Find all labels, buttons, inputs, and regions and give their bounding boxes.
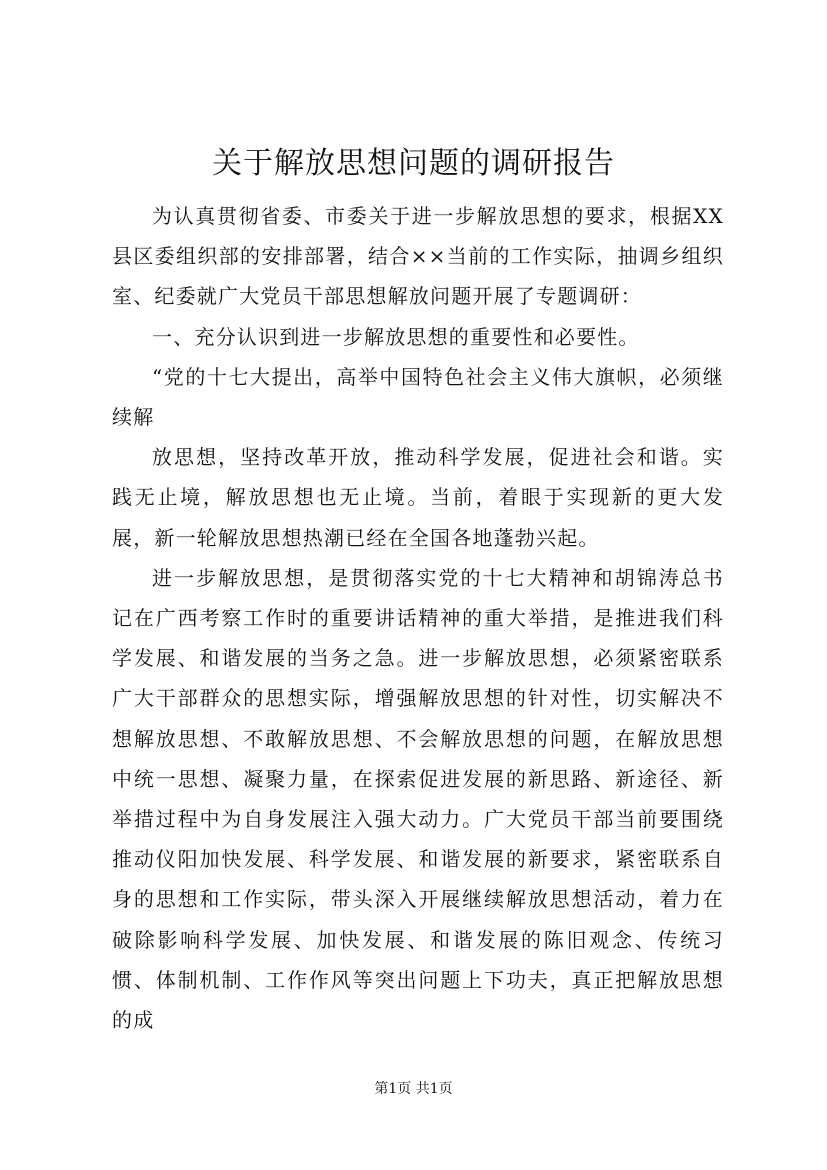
page-footer: 第1页 共1页 bbox=[374, 1081, 453, 1097]
paragraph-main: 进一步解放思想，是贯彻落实党的十七大精神和胡锦涛总书记在广西考察工作时的重要讲话精神的重大举措，是推进我们科学发展、和谐发展的当务之急。进一步解放思想，必须紧密联系广大干部群众的思想实际，增强解放思想的针对性，切实解决不想解放思想、不敢解放思想、不会解放思想的问题，在解放思想中统一思想、凝聚力量，在探索促进发展的新思路、新途径、新举措过程中为自身发展注入强大动力。广大党员干部当前要围绕推动仪阳加快发展、科学发展、和谐发展的新要求，紧密联系自身的思想和工作实际，带头深入开展继续解放思想活动，着力在破除影响科学发展、加快发展、和谐发展的陈旧观念、传统习惯、体制机制、工作作风等突出问题上下功夫，真正把解放思想的成 bbox=[112, 565, 724, 1033]
paragraph-quote-start: “党的十七大提出，高举中国特色社会主义伟大旗帜，必须继续解 bbox=[112, 364, 724, 430]
document-title: 关于解放思想问题的调研报告 bbox=[212, 146, 615, 181]
paragraph-section-heading: 一、充分认识到进一步解放思想的重要性和必要性。 bbox=[152, 324, 640, 349]
paragraph-intro: 为认真贯彻省委、市委关于进一步解放思想的要求，根据XX县区委组织部的安排部署，结合××当前的工作实际，抽调乡组织室、纪委就广大党员干部思想解放问题开展了专题调研： bbox=[112, 204, 724, 309]
document-body bbox=[112, 196, 724, 1040]
paragraph-quote-continued: 放思想，坚持改革开放，推动科学发展，促进社会和谐。实践无止境，解放思想也无止境。当前，着眼于实现新的更大发展，新一轮解放思想热潮已经在全国各地蓬勃兴起。 bbox=[112, 445, 724, 550]
